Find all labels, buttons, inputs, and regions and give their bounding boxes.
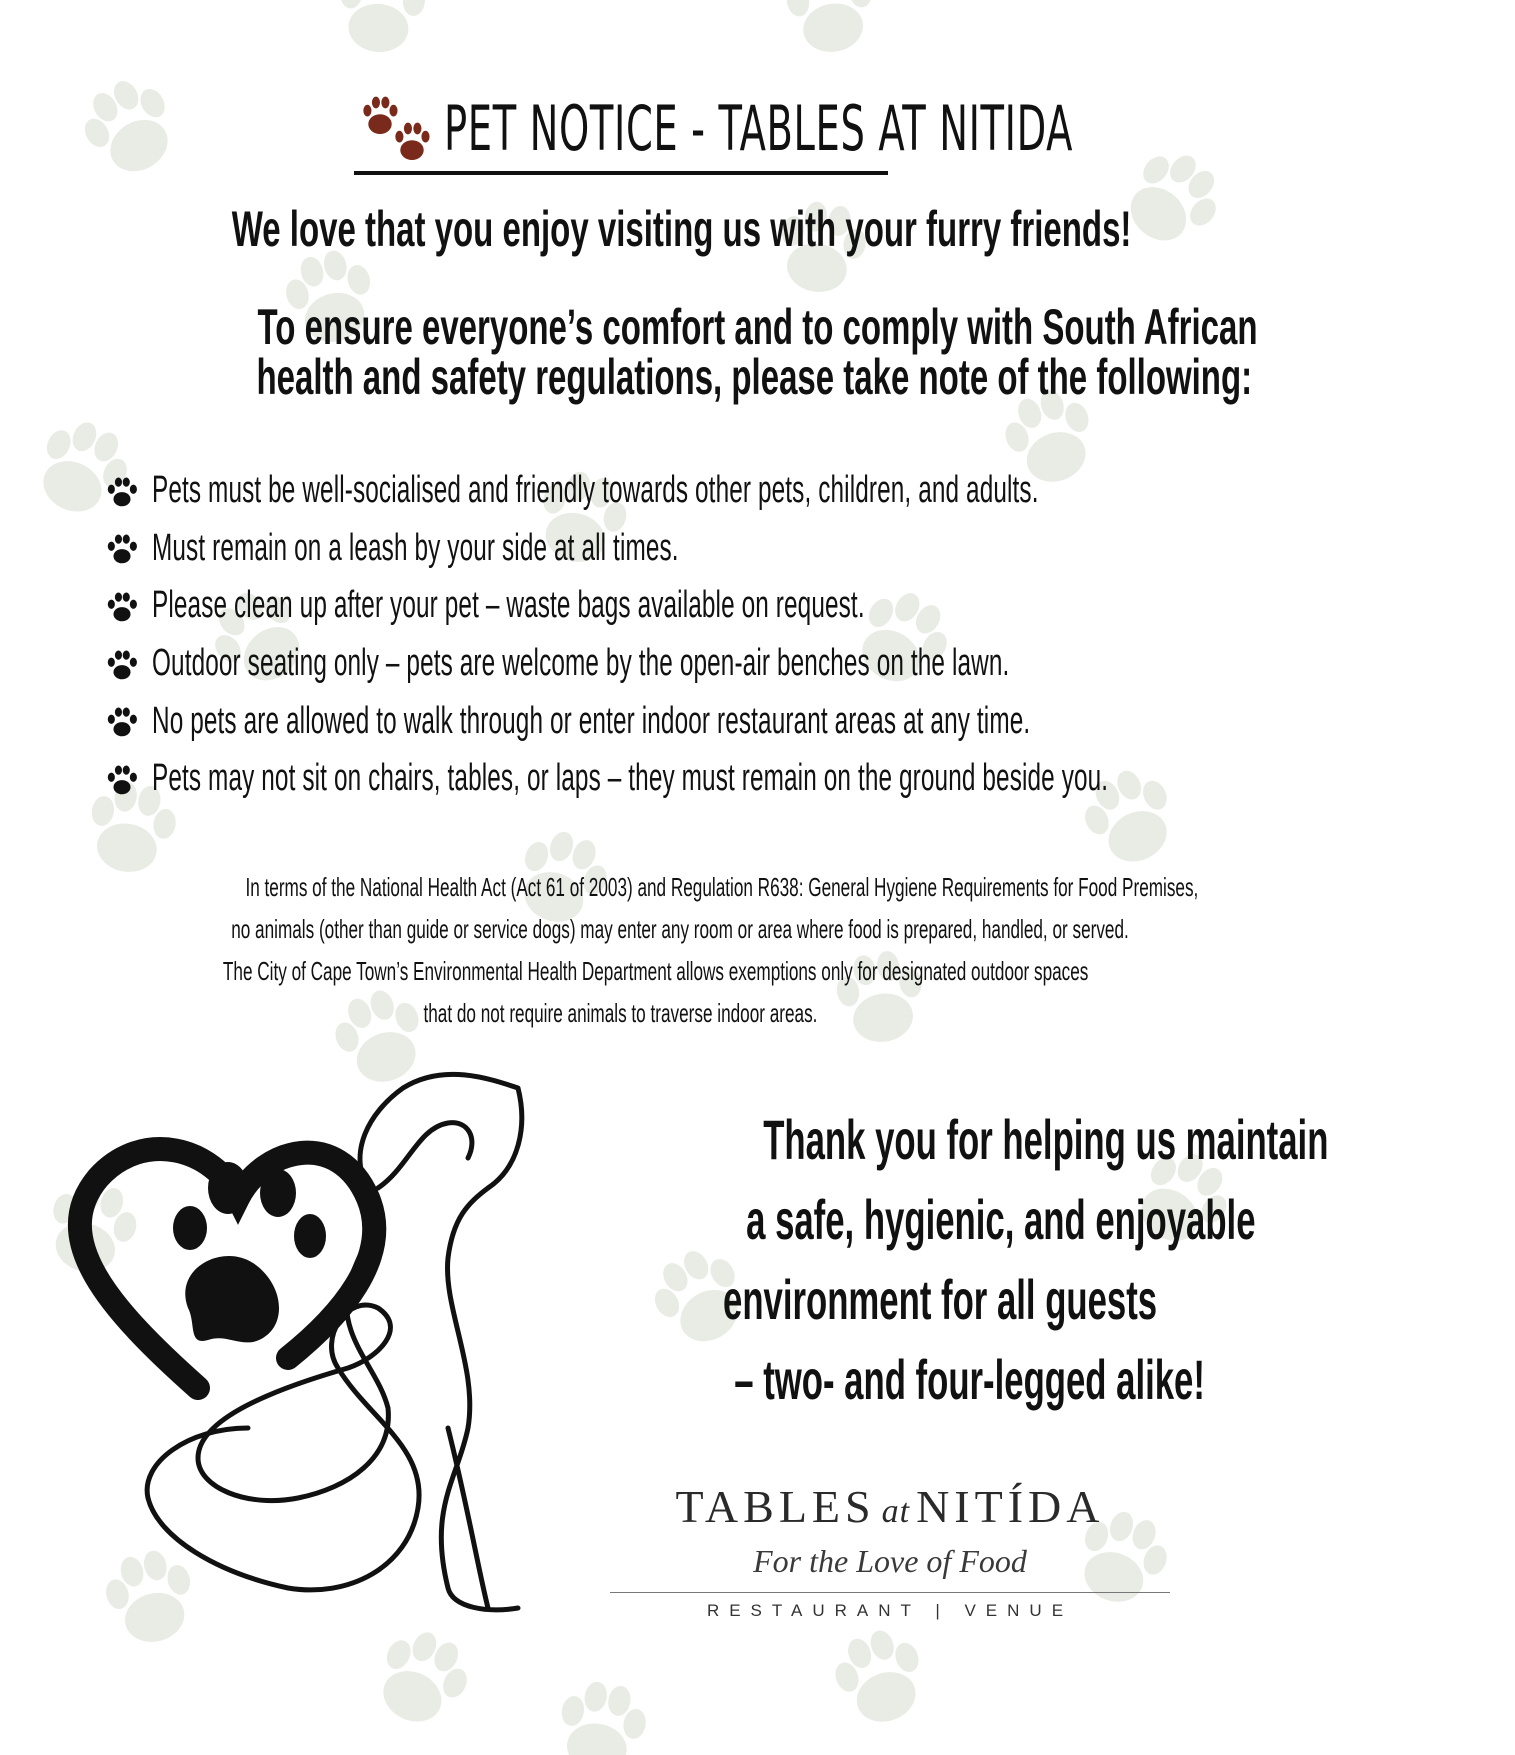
rule-text: Outdoor seating only – pets are welcome by the open-air benches on the lawn. [152,642,1010,685]
logo-name-left: TABLES [675,1481,876,1532]
thanks-line: environment for all guests [723,1268,1158,1331]
restaurant-logo [600,1480,1180,1621]
list-item [106,692,1226,750]
heart-paw-dog-illustration [48,1068,608,1628]
paw-print-icon [106,648,138,680]
list-item [106,462,1226,520]
rule-text: No pets are allowed to walk through or enter indoor restaurant areas at any time. [152,699,1031,742]
page-title [354,92,1073,175]
rule-text: Please clean up after your pet – waste bags available on request. [152,584,865,627]
logo-name-right: NITÍDA [916,1481,1105,1532]
paw-print-icon [106,705,138,737]
list-item [106,750,1226,808]
compliance-line-1: To ensure everyone’s comfort and to comply with South African [257,299,1258,355]
logo-tagline: For the Love of Food [753,1543,1027,1579]
compliance-statement [0,299,1258,405]
thanks-line: – two- and four-legged alike! [734,1348,1205,1411]
thanks-line: Thank you for helping us maintain [763,1108,1329,1171]
list-item [106,520,1226,578]
legal-line: that do not require animals to traverse indoor areas. [423,998,818,1028]
rule-text: Pets must be well-socialised and friendly towards other pets, children, and adults. [152,469,1039,512]
rules-list [106,462,1226,808]
legal-line: no animals (other than guide or service dogs) may enter any room or area where food is prepared, handled, or served. [231,914,1129,944]
list-item [106,635,1226,693]
paw-print-icon [106,532,138,564]
legal-line: The City of Cape Town’s Environmental Health Department allows exemptions only for designated outdoor spaces [222,956,1089,986]
title-text: PET NOTICE - TABLES AT NITIDA [443,92,1073,165]
legal-notice [0,866,1241,1034]
list-item [106,577,1226,635]
thanks-line: a safe, hygienic, and enjoyable [746,1188,1256,1251]
logo-name-at: at [881,1493,911,1530]
paw-print-icon [106,475,138,507]
compliance-line-2: health and safety regulations, please take note of the following: [256,349,1253,405]
intro-line [0,200,1241,258]
legal-line: In terms of the National Health Act (Act 61 of 2003) and Regulation R638: General Hygiene Requirements for Food Premises, [245,872,1199,902]
paw-print-icon [106,763,138,795]
rule-text: Must remain on a leash by your side at all times. [152,526,679,569]
rule-text: Pets may not sit on chairs, tables, or laps – they must remain on the ground beside you. [152,757,1109,800]
thank-you-message [590,1100,1329,1420]
paw-print-icon [106,590,138,622]
intro-text: We love that you enjoy visiting us with your furry friends! [231,201,1132,257]
paw-prints-icon [358,94,434,164]
title-block [0,92,1241,175]
logo-divider [610,1592,1170,1593]
logo-subline: RESTAURANT | VENUE [706,1601,1074,1620]
logo-wordmark [600,1480,1180,1533]
